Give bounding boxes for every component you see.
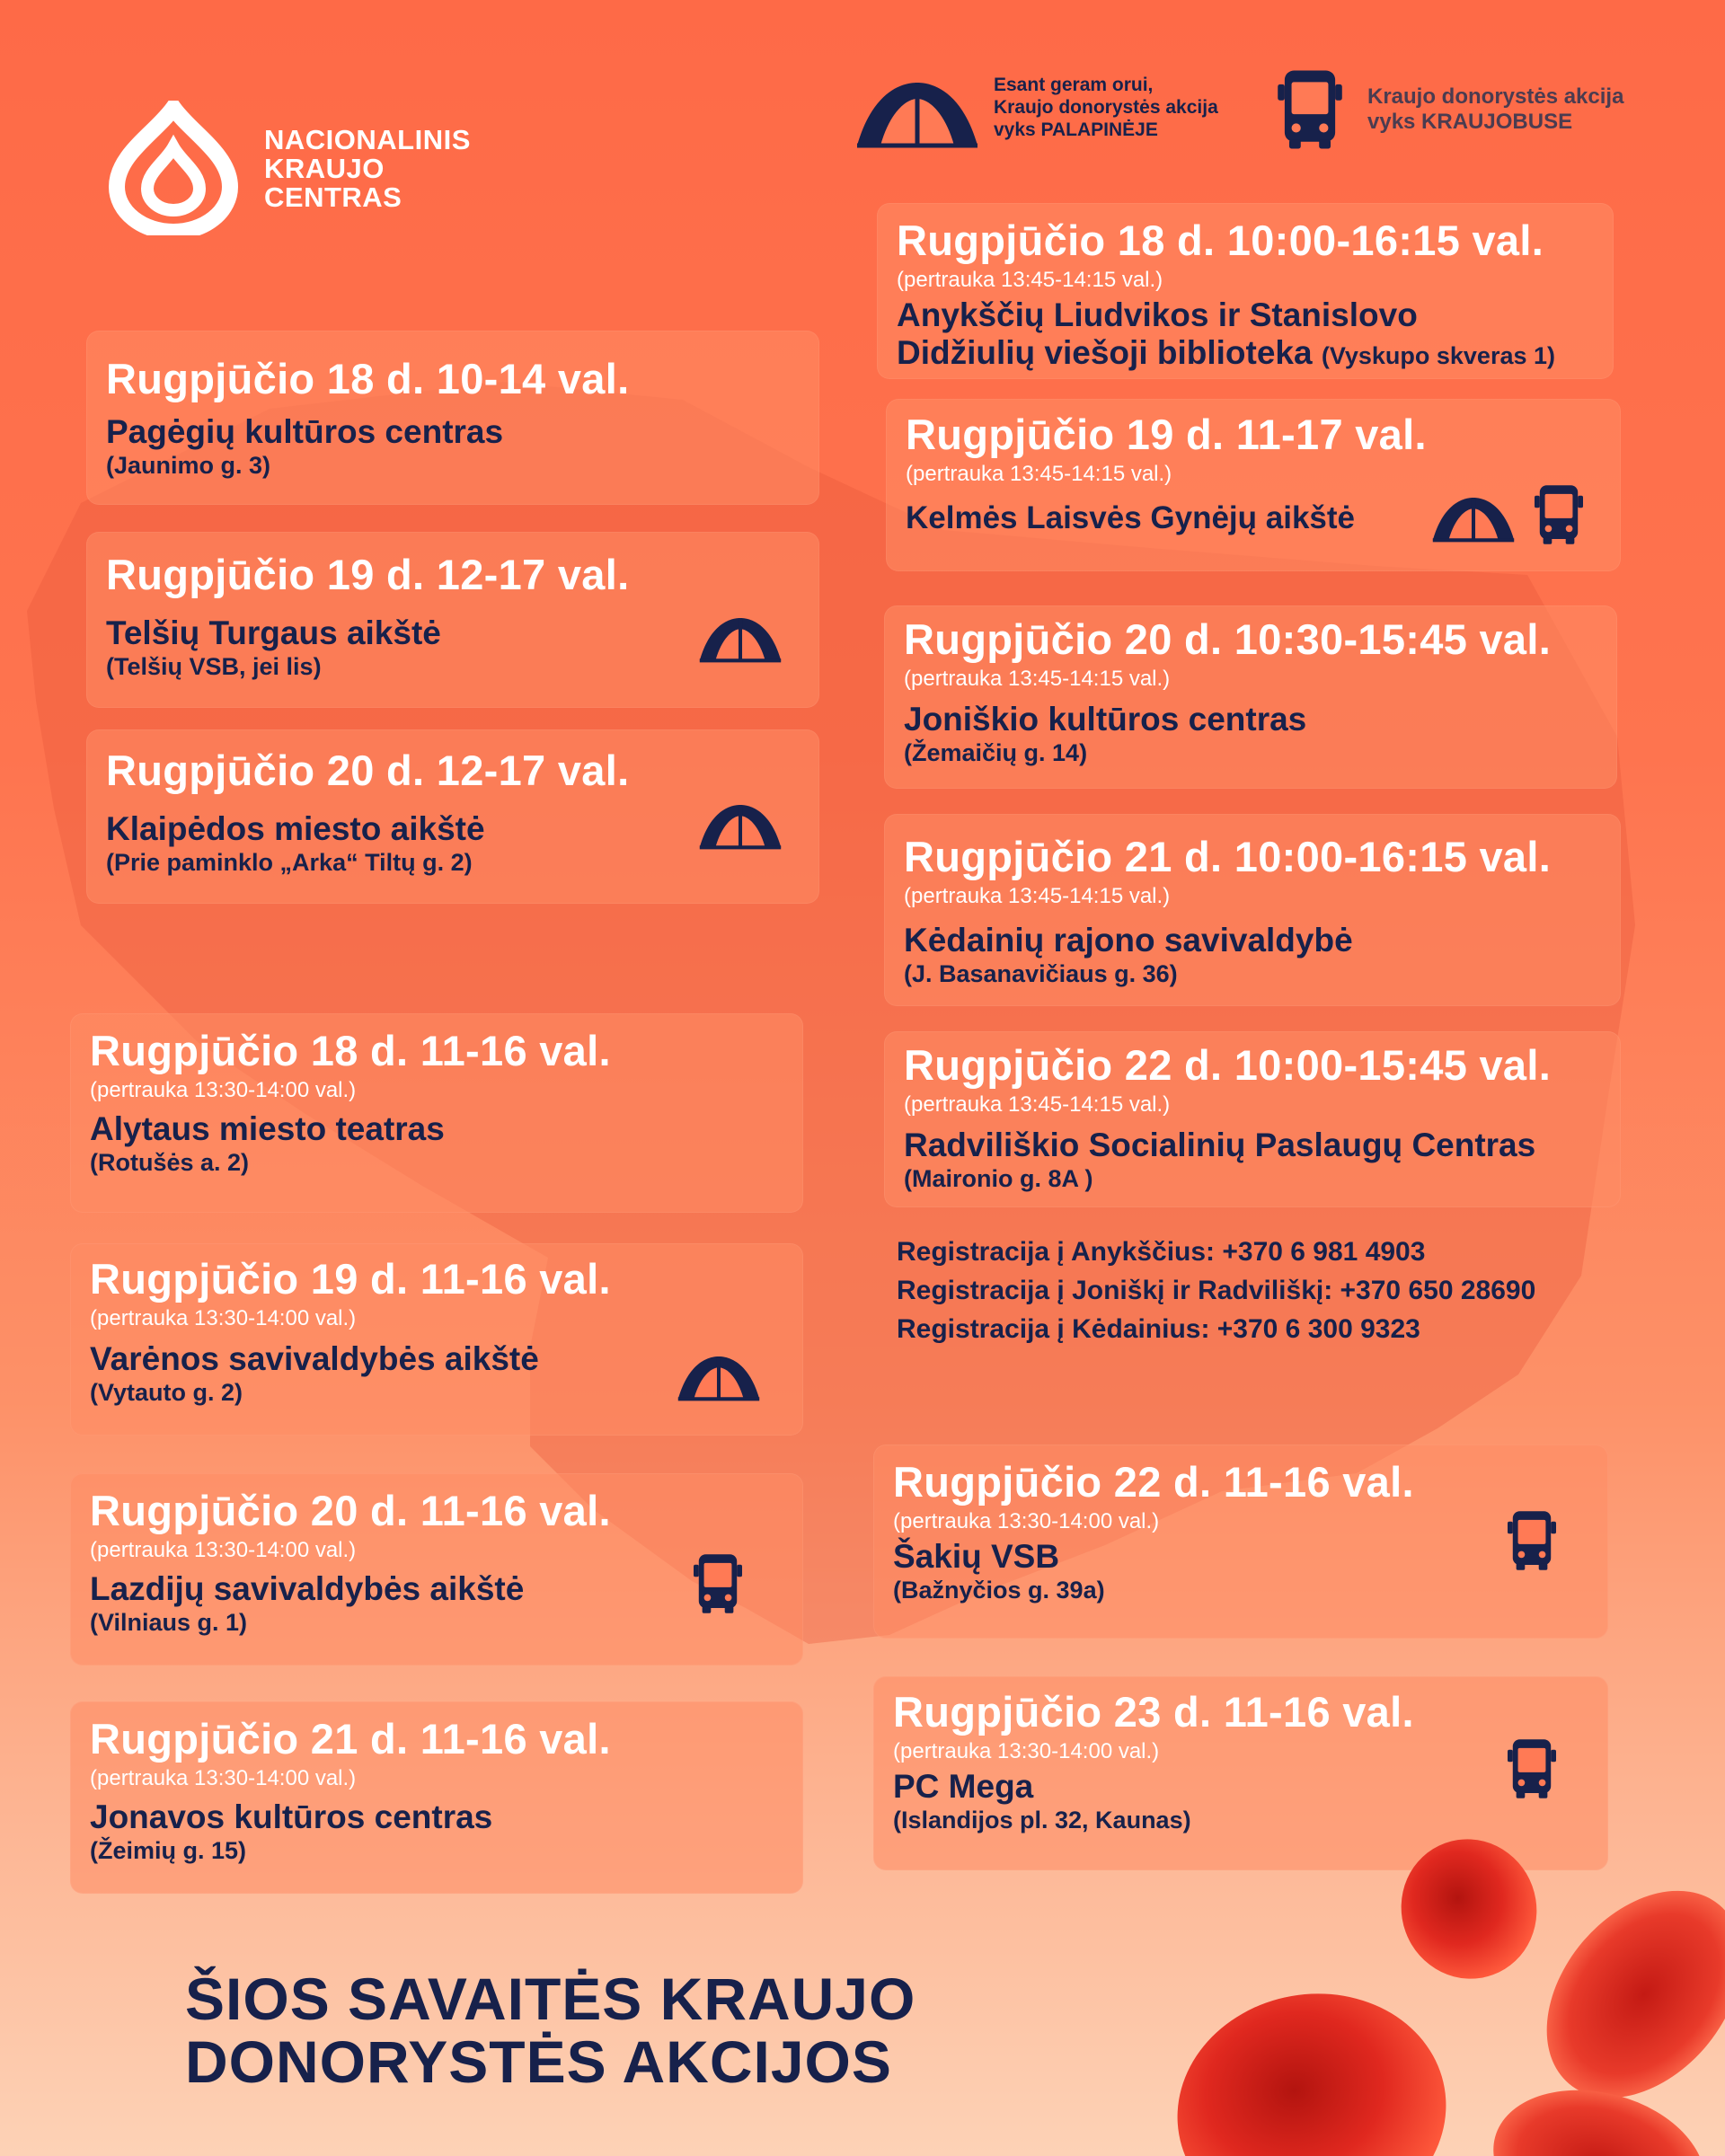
- page-title: [185, 1967, 916, 2093]
- event-address: (Vyskupo skveras 1): [1321, 342, 1555, 369]
- event-place: Klaipėdos miesto aikštė: [106, 810, 485, 847]
- event-break: (pertrauka 13:45-14:15 val.): [904, 1092, 1171, 1117]
- event-card-radviliskis: [884, 1031, 1621, 1207]
- bus-icon: [1278, 68, 1342, 151]
- event-card-sakiai: [873, 1445, 1608, 1639]
- event-place: PC Mega: [893, 1768, 1034, 1805]
- event-card-lazdijai: [70, 1473, 803, 1666]
- event-card-joniskis: [884, 605, 1617, 789]
- tent-icon: [676, 1353, 762, 1401]
- event-address: (Vilniaus g. 1): [90, 1609, 248, 1636]
- title-line: DONORYSTĖS AKCIJOS: [185, 2028, 892, 2095]
- event-card-klaipeda: [86, 729, 819, 904]
- event-place: Joniškio kultūros centras: [904, 701, 1307, 738]
- bus-icon: [1535, 483, 1583, 546]
- event-place: Radviliškio Socialinių Paslaugų Centras: [904, 1127, 1536, 1163]
- event-date: Rugpjūčio 23 d. 11-16 val.: [893, 1688, 1414, 1736]
- legend-line: Kraujo donorystės akcija: [1367, 84, 1624, 109]
- registration-line: Registracija į Joniškį ir Radviliškį: +370 650 28690: [897, 1276, 1536, 1305]
- event-place: Anykščių Liudvikos ir Stanislovo: [897, 296, 1418, 333]
- event-address: (J. Basanavičiaus g. 36): [904, 960, 1178, 987]
- event-address: (Jaunimo g. 3): [106, 452, 271, 479]
- event-card-kelme: [886, 399, 1621, 571]
- event-break: (pertrauka 13:30-14:00 val.): [90, 1538, 357, 1562]
- event-address: (Žeimių g. 15): [90, 1837, 247, 1864]
- event-date: Rugpjūčio 20 d. 10:30-15:45 val.: [904, 615, 1552, 663]
- tent-icon: [1430, 494, 1517, 543]
- event-date: Rugpjūčio 20 d. 11-16 val.: [90, 1487, 611, 1534]
- tent-icon: [697, 614, 783, 663]
- event-address: (Maironio g. 8A ): [904, 1165, 1093, 1192]
- event-card-anyksciai: [877, 203, 1614, 379]
- title-line: ŠIOS SAVAITĖS KRAUJO: [185, 1966, 916, 2032]
- logo-line: KRAUJO: [264, 153, 385, 184]
- event-place: Alytaus miesto teatras: [90, 1110, 445, 1147]
- event-card-jonava: [70, 1701, 803, 1894]
- legend-line: Kraujo donorystės akcija: [994, 97, 1218, 118]
- registration-line: Registracija į Anykščius: +370 6 981 4903: [897, 1237, 1426, 1267]
- event-break: (pertrauka 13:30-14:00 val.): [90, 1078, 357, 1102]
- event-date: Rugpjūčio 19 d. 11-17 val.: [906, 411, 1427, 458]
- event-place-line2: Didžiulių viešoji biblioteka: [897, 334, 1313, 371]
- event-place: [897, 334, 1614, 375]
- event-date: Rugpjūčio 19 d. 12-17 val.: [106, 551, 630, 598]
- blood-cells-illustration: [1096, 1815, 1725, 2156]
- tent-icon: [854, 77, 981, 149]
- legend-line: Esant geram orui,: [994, 75, 1154, 95]
- registration-line: Registracija į Kėdainius: +370 6 300 9323: [897, 1314, 1420, 1344]
- event-card-alytus: [70, 1013, 803, 1213]
- registration-info: [897, 1233, 1535, 1348]
- event-card-varena: [70, 1243, 803, 1436]
- legend-line: vyks PALAPINĖJE: [994, 119, 1158, 140]
- event-address: (Prie paminklo „Arka“ Tiltų g. 2): [106, 849, 473, 876]
- event-break: (pertrauka 13:45-14:15 val.): [904, 667, 1171, 691]
- event-break: (pertrauka 13:30-14:00 val.): [90, 1306, 357, 1330]
- event-address: (Rotušės a. 2): [90, 1149, 250, 1176]
- event-break: (pertrauka 13:30-14:00 val.): [893, 1739, 1160, 1763]
- event-break: (pertrauka 13:45-14:15 val.): [897, 268, 1163, 292]
- event-address: (Vytauto g. 2): [90, 1379, 243, 1406]
- event-date: Rugpjūčio 18 d. 10:00-16:15 val.: [897, 216, 1544, 264]
- event-address: (Telšių VSB, jei lis): [106, 653, 322, 680]
- logo-line: CENTRAS: [264, 181, 402, 213]
- tent-legend: [994, 74, 1218, 141]
- event-break: (pertrauka 13:45-14:15 val.): [904, 884, 1171, 908]
- event-address: (Bažnyčios g. 39a): [893, 1577, 1105, 1604]
- event-card-kedainiai: [884, 814, 1621, 1006]
- event-place: Kėdainių rajono savivaldybė: [904, 922, 1353, 959]
- event-break: (pertrauka 13:30-14:00 val.): [90, 1766, 357, 1790]
- event-place: Jonavos kultūros centras: [90, 1798, 493, 1835]
- event-break: (pertrauka 13:30-14:00 val.): [893, 1509, 1160, 1533]
- event-place: Telšių Turgaus aikštė: [106, 614, 441, 651]
- bus-icon: [1508, 1509, 1556, 1572]
- legend-line: vyks KRAUJOBUSE: [1367, 110, 1573, 134]
- event-break: (pertrauka 13:45-14:15 val.): [906, 462, 1172, 486]
- event-place: Lazdijų savivaldybės aikštė: [90, 1570, 525, 1607]
- event-place: Kelmės Laisvės Gynėjų aikštė: [906, 500, 1355, 535]
- event-date: Rugpjūčio 20 d. 12-17 val.: [106, 747, 630, 794]
- event-card-telsiai: [86, 532, 819, 708]
- drop-logo-icon: [106, 101, 241, 235]
- event-date: Rugpjūčio 21 d. 11-16 val.: [90, 1715, 611, 1763]
- event-place: Varėnos savivaldybės aikštė: [90, 1340, 539, 1377]
- event-date: Rugpjūčio 18 d. 10-14 val.: [106, 355, 630, 402]
- event-date: Rugpjūčio 19 d. 11-16 val.: [90, 1255, 611, 1303]
- event-place: Pagėgių kultūros centras: [106, 413, 504, 450]
- tent-icon: [697, 801, 783, 850]
- event-address: (Žemaičių g. 14): [904, 739, 1088, 766]
- event-place: Šakių VSB: [893, 1538, 1060, 1575]
- event-date: Rugpjūčio 18 d. 11-16 val.: [90, 1027, 611, 1074]
- event-date: Rugpjūčio 22 d. 10:00-15:45 val.: [904, 1041, 1552, 1089]
- event-date: Rugpjūčio 21 d. 10:00-16:15 val.: [904, 833, 1552, 880]
- event-address: (Islandijos pl. 32, Kaunas): [893, 1807, 1191, 1833]
- event-date: Rugpjūčio 22 d. 11-16 val.: [893, 1458, 1414, 1506]
- bus-icon: [1508, 1737, 1556, 1800]
- logo-text: [264, 126, 471, 212]
- bus-icon: [694, 1552, 742, 1615]
- bus-legend: [1367, 84, 1623, 135]
- event-card-pagegiai: [86, 331, 819, 505]
- logo-line: NACIONALINIS: [264, 124, 471, 155]
